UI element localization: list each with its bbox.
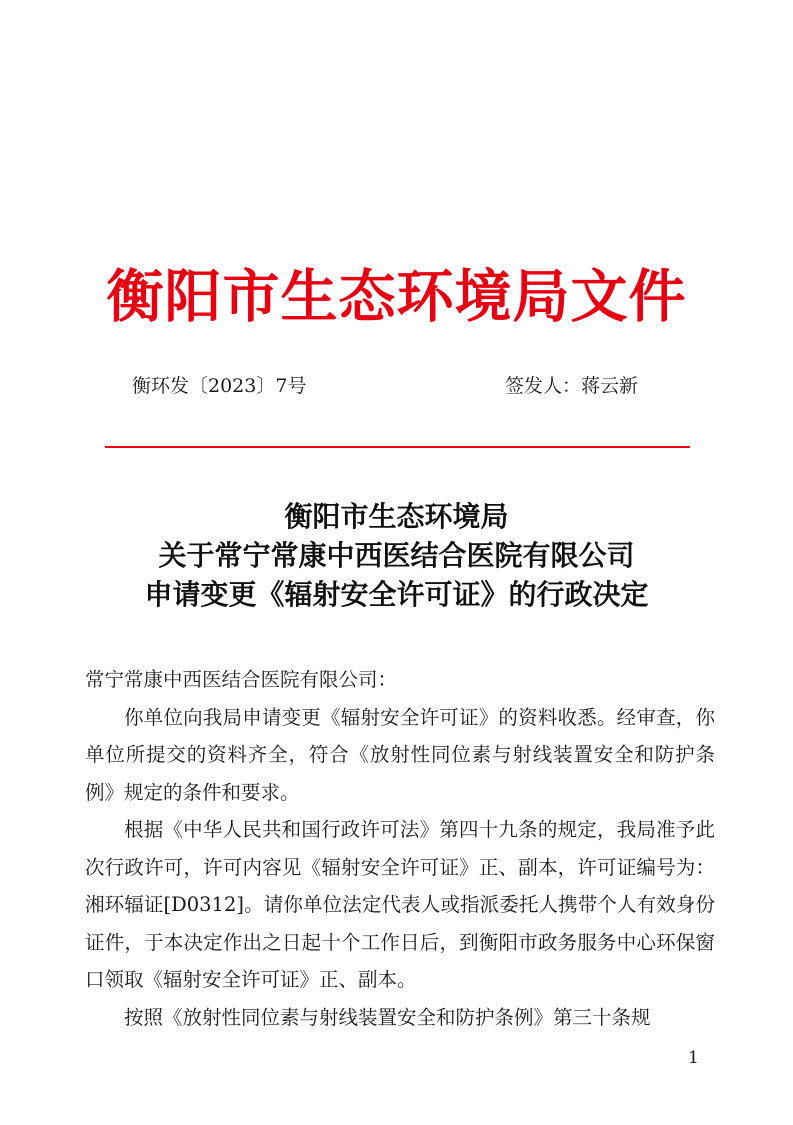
masthead-title: 衡阳市生态环境局文件 [106, 263, 687, 330]
body-paragraph-3: 按照《放射性同位素与射线装置安全和防护条例》第三十条规 [124, 1005, 651, 1029]
document-number: 衡环发〔2023〕7号 [132, 375, 307, 397]
page-number: 1 [688, 1048, 699, 1068]
title-line-2: 关于常宁常康中西医结合医院有限公司 [158, 539, 635, 572]
body-paragraph-2: 根据《中华人民共和国行政许可法》第四十九条的规定，我局准予此次行政许可，许可内容见《辐射安全许可证》正、副本，许可证编号为：湘环辐证[D0312]。请你单位法定代表人或指派委托人携带个人有效身份证件，于本决定作出之日起十个工作日后，到衡阳市政务服务中心环保窗口领取《辐射安全许可证》正、副本。 [85, 818, 715, 991]
salutation: 常宁常康中西医结合医院有限公司： [85, 668, 398, 691]
document-title [0, 497, 793, 614]
title-line-3: 申请变更《辐射安全许可证》的行政决定 [144, 578, 649, 611]
red-divider-line [105, 446, 690, 448]
body-paragraph-1: 你单位向我局申请变更《辐射安全许可证》的资料收悉。经审查，你单位所提交的资料齐全，符合《放射性同位素与射线装置安全和防护条例》规定的条件和要求。 [85, 705, 715, 804]
title-line-1: 衡阳市生态环境局 [284, 500, 509, 533]
signer: 签发人：蒋云新 [505, 375, 639, 397]
document-body [85, 661, 715, 1036]
